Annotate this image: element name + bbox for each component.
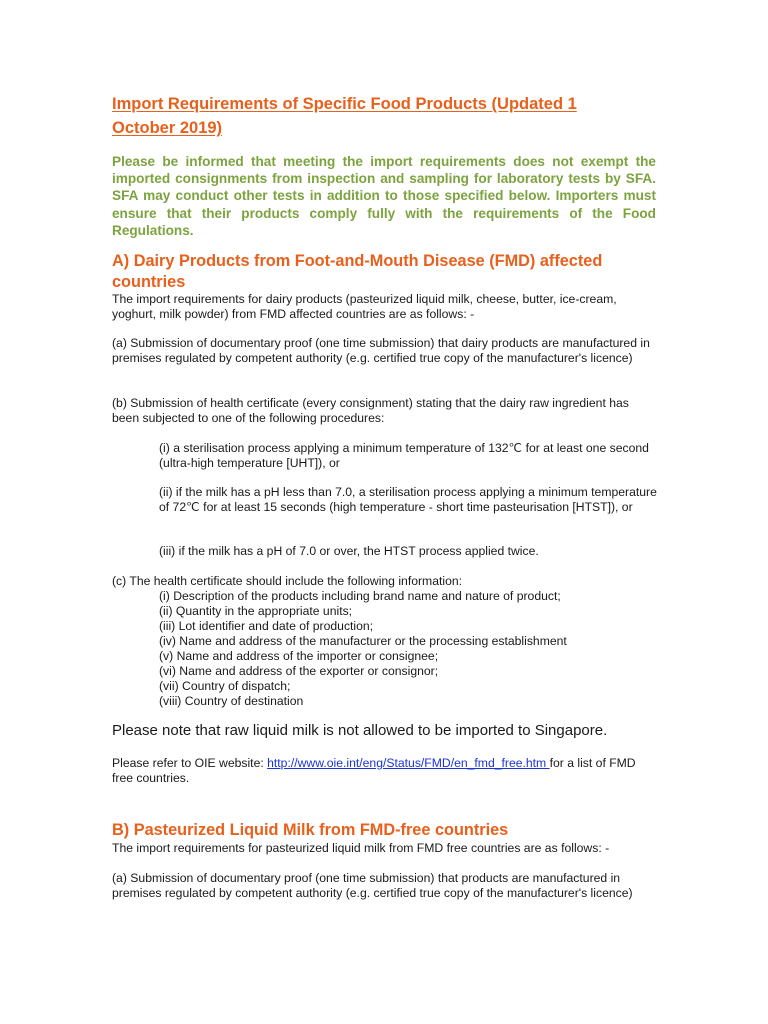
procedure-ii: (ii) if the milk has a pH less than 7.0, a sterilisation process applying a minimum temperature of 72℃ for at least 15 seconds (high temperature - short time pasteurisation [HTST]), or [159, 485, 657, 515]
list-item: (iii) Lot identifier and date of production; [159, 619, 374, 633]
raw-milk-note: Please note that raw liquid milk is not allowed to be imported to Singapore. [112, 722, 608, 739]
section-a-item-a: (a) Submission of documentary proof (one time submission) that dairy products are manufactured in premises regulated by competent authority (e.g. certified true copy of the manufacturer's licence) [112, 336, 650, 366]
section-a-intro: The import requirements for dairy products (pasteurized liquid milk, cheese, butter, ice-cream, yoghurt, milk powder) from FMD affected countries are as follows: - [112, 292, 617, 322]
notice-paragraph: Please be informed that meeting the import requirements does not exempt the imported consignments from inspection and sampling for laboratory tests by SFA. SFA may conduct other tests in addition to those specified below. Importers must ensure that their products comply fully with the requirements of the Food Regulations. [112, 154, 656, 238]
health-certificate-info-list [159, 589, 659, 709]
list-item: (v) Name and address of the importer or consignee; [159, 649, 439, 663]
oie-website-link[interactable]: http://www.oie.int/eng/Status/FMD/en_fmd_free.htm [267, 756, 550, 770]
oie-reference-suffix: for a list of FMD free countries. [112, 756, 636, 786]
section-b-intro: The import requirements for pasteurized liquid milk from FMD free countries are as follows: - [112, 841, 610, 855]
list-item: (vii) Country of dispatch; [159, 679, 291, 693]
section-b-heading: B) Pasteurized Liquid Milk from FMD-free countries [112, 821, 509, 839]
section-a-heading: A) Dairy Products from Foot-and-Mouth Disease (FMD) affected countries [112, 252, 603, 291]
list-item: (viii) Country of destination [159, 694, 304, 708]
procedure-i: (i) a sterilisation process applying a minimum temperature of 132℃ for at least one second (ultra-high temperature [UHT]), or [159, 441, 649, 471]
section-a-item-c: (c) The health certificate should include the following information: [112, 574, 463, 588]
procedure-iii: (iii) if the milk has a pH of 7.0 or over, the HTST process applied twice. [159, 544, 539, 558]
document-title: Import Requirements of Specific Food Products (Updated 1 October 2019) [112, 95, 577, 137]
list-item: (vi) Name and address of the exporter or consignor; [159, 664, 439, 678]
oie-reference [112, 756, 657, 786]
section-b-item-a: (a) Submission of documentary proof (one time submission) that products are manufactured in premises regulated by competent authority (e.g. certified true copy of the manufacturer's licence) [112, 871, 633, 901]
oie-reference-prefix: Please refer to OIE website: [112, 756, 268, 770]
list-item: (i) Description of the products including brand name and nature of product; [159, 589, 561, 603]
section-a-item-b: (b) Submission of health certificate (every consignment) stating that the dairy raw ingredient has been subjected to one of the following procedures: [112, 396, 629, 426]
list-item: (iv) Name and address of the manufacturer or the processing establishment [159, 634, 567, 648]
list-item: (ii) Quantity in the appropriate units; [159, 604, 353, 618]
